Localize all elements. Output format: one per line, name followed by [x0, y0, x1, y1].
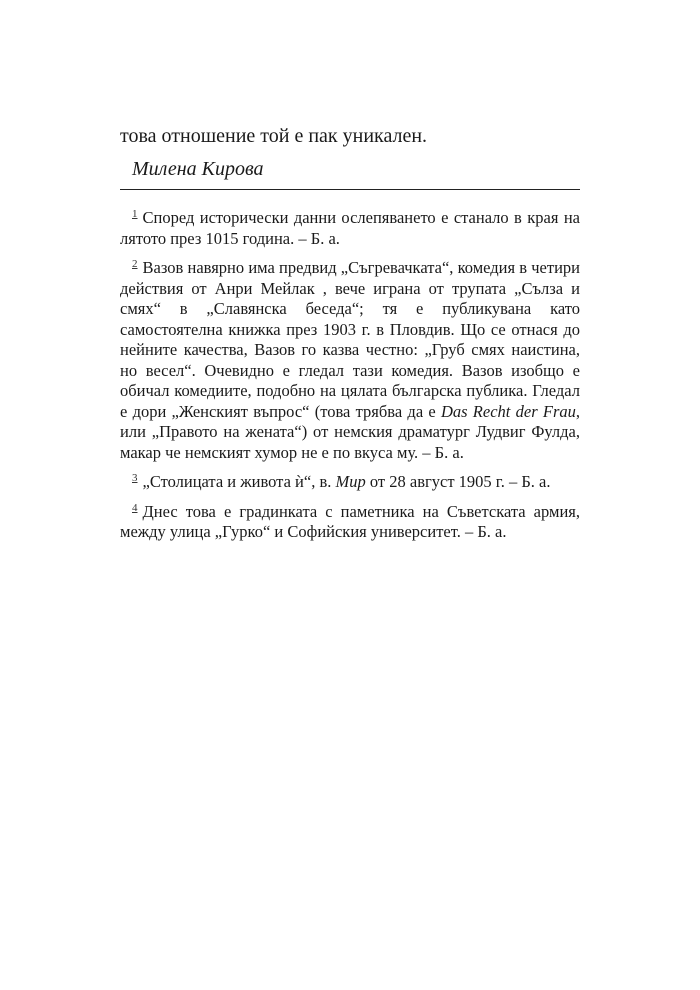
footnote-number[interactable]: 1 — [132, 208, 138, 220]
footnote-text-continued: , или „Правото на жената“) от немския драматург Лудвиг Фулда, макар че немският хумор не е по вкуса му. – Б. а. — [120, 401, 580, 462]
footnote-4 — [120, 502, 580, 543]
author-signature: Милена Кирова — [132, 158, 264, 180]
footnote-text: Вазов навярно има предвид „Съгревачката“, комедия в четири действия от Анри Мейлак , вече играна от трупата „Сълза и смях“ в „Славянска беседа“; тя е публикувана като самостоятелна книжка през 1903 г. в Пловдив. Що се отнася до нейните качества, Вазов го казва честно: „Груб смях наистина, но весел“. Очевидно е гледал тази комедия. Вазов изобщо е обичал комедиите, подобно на цялата българска публика. Гледал е дори „Женският въпрос“ (това трябва да е — [120, 258, 580, 421]
footnote-text: Днес това е градинката с паметника на Съветската армия, между улица „Гурко“ и Софийския университет. – Б. а. — [120, 501, 580, 541]
footnote-separator — [120, 189, 580, 190]
footnote-3 — [120, 472, 580, 493]
footnote-italic-title: Das Recht der Frau — [440, 401, 576, 421]
body-text-line: това отношение той е пак уникален. — [120, 125, 428, 147]
footnote-italic-title: Мир — [335, 472, 366, 491]
book-page — [120, 0, 580, 990]
footnote-text: „Столицата и живота ѝ“, в. — [142, 472, 336, 491]
footnote-text-continued: от 28 август 1905 г. – Б. а. — [365, 472, 551, 491]
footnotes — [120, 208, 580, 552]
footnote-text: Според исторически данни ослепяването е станало в края на лятото през 1015 година. – Б. а. — [120, 208, 580, 248]
footnote-2 — [120, 258, 580, 463]
footnote-number[interactable]: 2 — [132, 258, 138, 270]
footnote-number[interactable]: 4 — [132, 501, 138, 514]
footnote-number[interactable]: 3 — [132, 472, 138, 484]
footnote-1 — [120, 208, 580, 249]
